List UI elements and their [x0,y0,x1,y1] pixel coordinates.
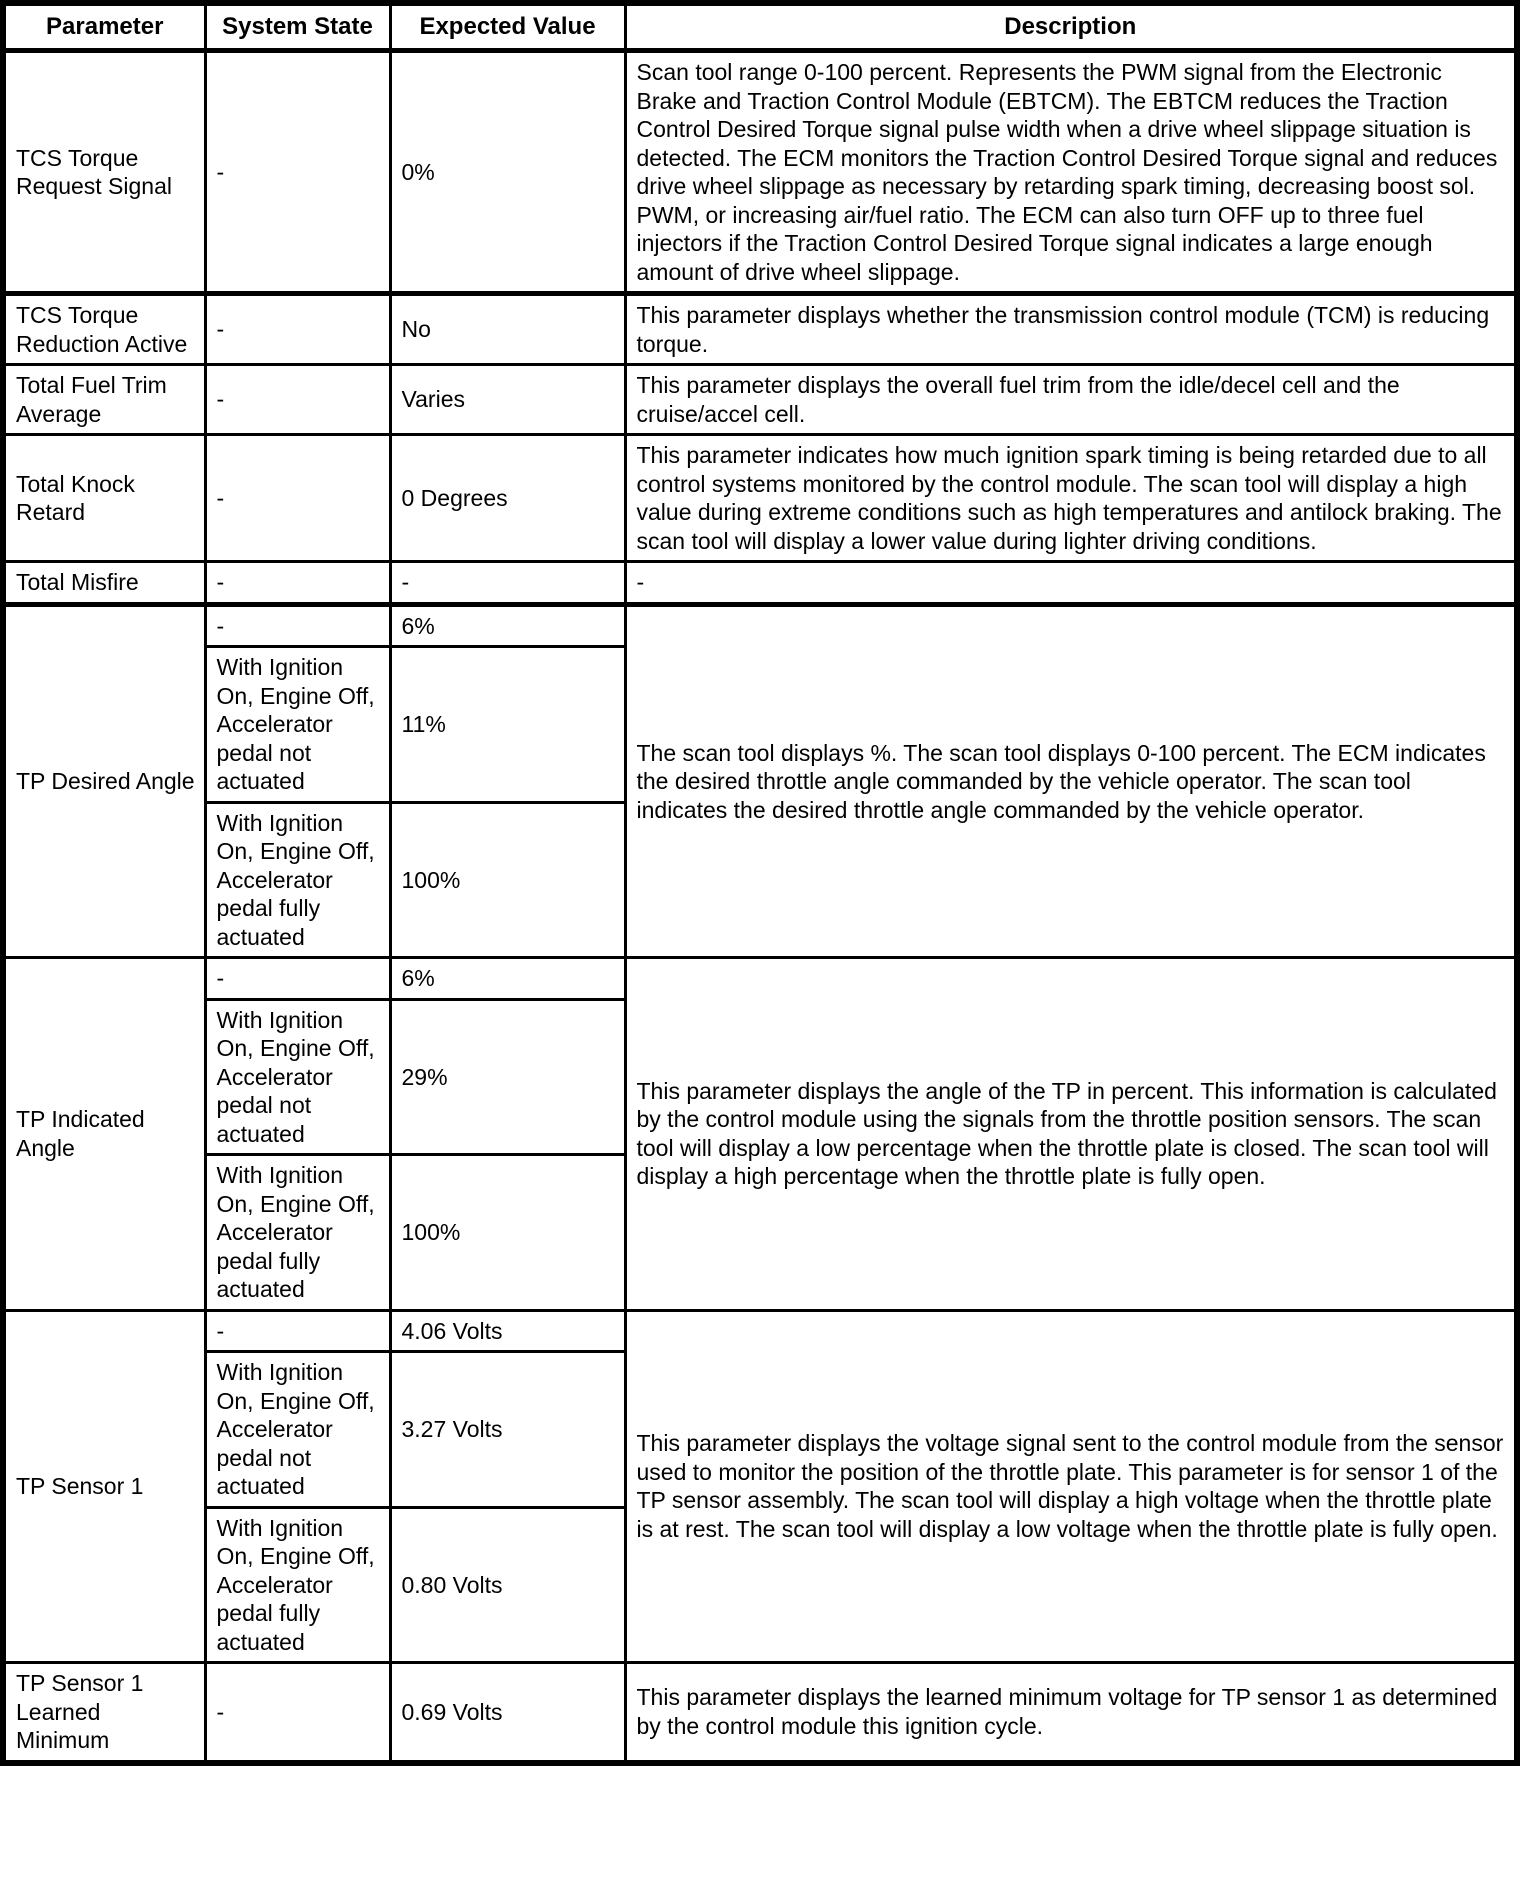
parameter-cell: Total Fuel Trim Average [3,365,205,435]
expected-value-cell: - [390,562,625,605]
system-state-cell: With Ignition On, Engine Off, Accelerator pedal fully actuated [205,802,390,958]
expected-value-cell: 11% [390,647,625,803]
system-state-cell: - [205,365,390,435]
system-state-cell: With Ignition On, Engine Off, Accelerator pedal not actuated [205,1352,390,1508]
description-cell: This parameter displays the voltage signal sent to the control module from the sensor used to monitor the position of the throttle plate. This parameter is for sensor 1 of the TP sensor assembly. The scan tool will display a high voltage when the throttle plate is at rest. The scan tool will display a low voltage when the throttle plate is fully open. [625,1310,1517,1663]
table-row [3,958,1517,1000]
expected-value-cell: 3.27 Volts [390,1352,625,1508]
description-cell: The scan tool displays %. The scan tool displays 0-100 percent. The ECM indicates the desired throttle angle commanded by the vehicle operator. The scan tool indicates the desired throttle angle commanded by the vehicle operator. [625,604,1517,958]
expected-value-cell: Varies [390,365,625,435]
parameter-cell: Total Misfire [3,562,205,605]
system-state-cell: - [205,51,390,294]
system-state-cell: With Ignition On, Engine Off, Accelerator pedal not actuated [205,647,390,803]
system-state-cell: - [205,958,390,1000]
parameter-cell: Total Knock Retard [3,435,205,562]
expected-value-cell: No [390,294,625,365]
description-cell: This parameter indicates how much ignition spark timing is being retarded due to all control systems monitored by the control module. The scan tool will display a high value during extreme conditions such as high temperatures and antilock braking. The scan tool will display a lower value during lighter driving conditions. [625,435,1517,562]
table-row [3,51,1517,294]
parameter-cell: TCS Torque Reduction Active [3,294,205,365]
parameter-cell: TCS Torque Request Signal [3,51,205,294]
expected-value-cell: 0 Degrees [390,435,625,562]
parameter-cell: TP Indicated Angle [3,958,205,1311]
parameter-cell: TP Sensor 1 Learned Minimum [3,1663,205,1763]
parameter-cell: TP Sensor 1 [3,1310,205,1663]
table-row [3,1663,1517,1763]
header-system-state: System State [205,3,390,51]
system-state-cell: - [205,435,390,562]
system-state-cell: - [205,562,390,605]
description-cell: This parameter displays whether the transmission control module (TCM) is reducing torque. [625,294,1517,365]
system-state-cell: With Ignition On, Engine Off, Accelerator pedal not actuated [205,999,390,1155]
system-state-cell: - [205,1663,390,1763]
expected-value-cell: 6% [390,604,625,647]
parameter-cell: TP Desired Angle [3,604,205,958]
description-cell: Scan tool range 0-100 percent. Represents the PWM signal from the Electronic Brake and Traction Control Module (EBTCM). The EBTCM reduces the Traction Control Desired Torque signal pulse width when a drive wheel slippage situation is detected. The ECM monitors the Traction Control Desired Torque signal and reduces drive wheel slippage as necessary by retarding spark timing, decreasing boost sol. PWM, or increasing air/fuel ratio. The ECM can also turn OFF up to three fuel injectors if the Traction Control Desired Torque signal indicates a large enough amount of drive wheel slippage. [625,51,1517,294]
description-cell: This parameter displays the angle of the TP in percent. This information is calculated by the control module using the signals from the throttle position sensors. The scan tool will display a low percentage when the throttle plate is closed. The scan tool will display a high percentage when the throttle plate is fully open. [625,958,1517,1311]
system-state-cell: - [205,604,390,647]
expected-value-cell: 0.69 Volts [390,1663,625,1763]
table-row [3,604,1517,647]
description-cell: - [625,562,1517,605]
table-row [3,435,1517,562]
system-state-cell: With Ignition On, Engine Off, Accelerator pedal fully actuated [205,1507,390,1663]
expected-value-cell: 100% [390,1155,625,1311]
description-cell: This parameter displays the learned minimum voltage for TP sensor 1 as determined by the control module this ignition cycle. [625,1663,1517,1763]
table-row [3,562,1517,605]
table-row [3,1310,1517,1352]
expected-value-cell: 29% [390,999,625,1155]
system-state-cell: With Ignition On, Engine Off, Accelerator pedal fully actuated [205,1155,390,1311]
system-state-cell: - [205,294,390,365]
description-cell: This parameter displays the overall fuel trim from the idle/decel cell and the cruise/accel cell. [625,365,1517,435]
header-description: Description [625,3,1517,51]
table-body [3,51,1517,1763]
table-header [3,3,1517,51]
expected-value-cell: 6% [390,958,625,1000]
table-row [3,294,1517,365]
header-row [3,3,1517,51]
expected-value-cell: 4.06 Volts [390,1310,625,1352]
expected-value-cell: 0% [390,51,625,294]
header-parameter: Parameter [3,3,205,51]
expected-value-cell: 100% [390,802,625,958]
header-expected-value: Expected Value [390,3,625,51]
table-row [3,365,1517,435]
expected-value-cell: 0.80 Volts [390,1507,625,1663]
system-state-cell: - [205,1310,390,1352]
